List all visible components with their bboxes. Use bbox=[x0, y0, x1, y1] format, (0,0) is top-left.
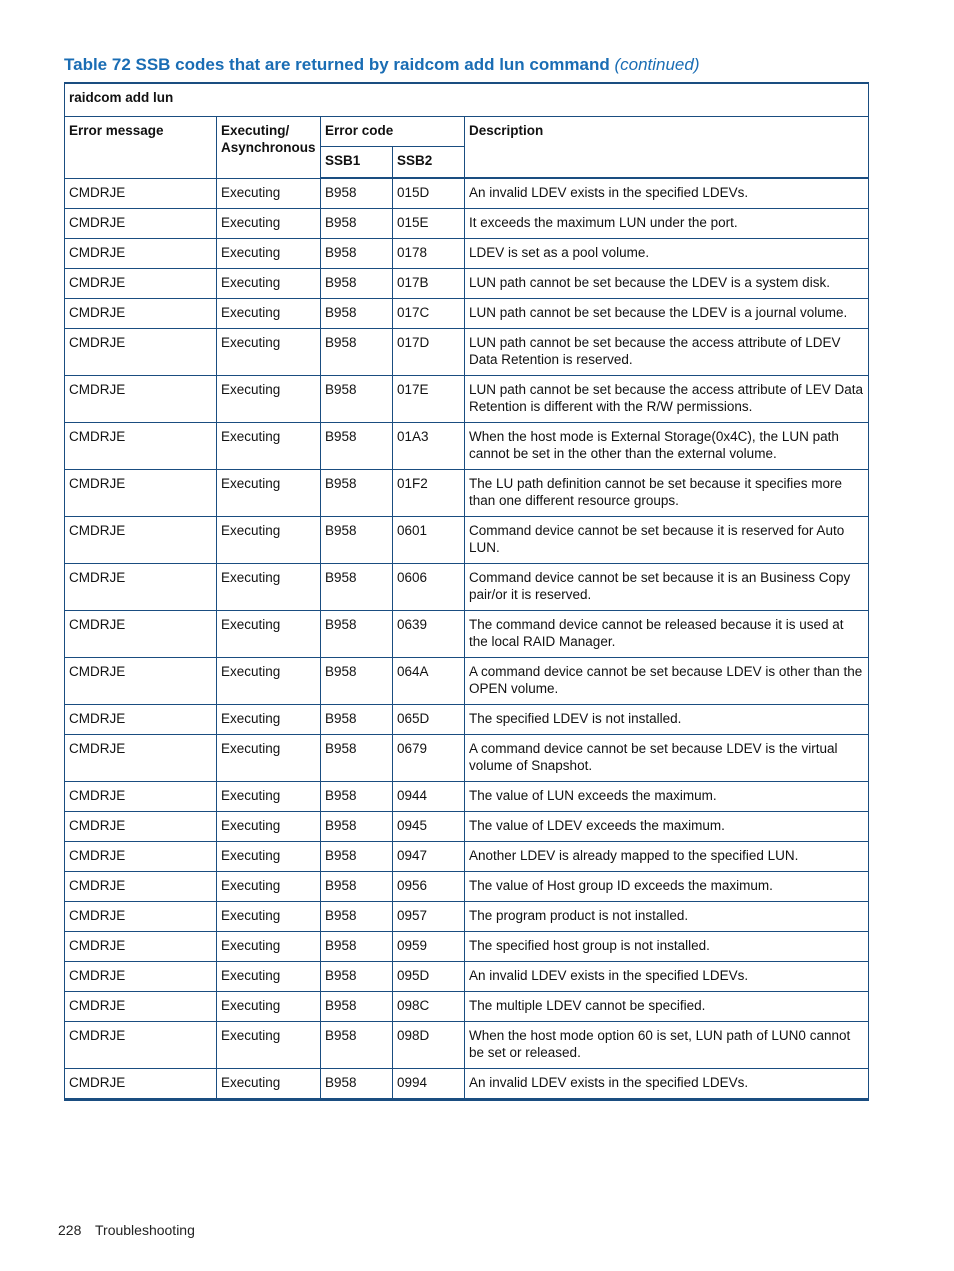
cell-ssb2: 015E bbox=[393, 209, 465, 239]
header-ssb1: SSB1 bbox=[321, 147, 393, 179]
cell-ssb2: 017B bbox=[393, 269, 465, 299]
table-row bbox=[65, 299, 869, 329]
cell-ssb1: B958 bbox=[321, 812, 393, 842]
table-row bbox=[65, 423, 869, 470]
cell-ssb2: 017E bbox=[393, 376, 465, 423]
cell-executing: Executing bbox=[217, 517, 321, 564]
cell-executing: Executing bbox=[217, 611, 321, 658]
table-row bbox=[65, 239, 869, 269]
cell-description: A command device cannot be set because LDEV is other than the OPEN volume. bbox=[465, 658, 869, 705]
cell-ssb2: 098D bbox=[393, 1022, 465, 1069]
table-group-title: raidcom add lun bbox=[65, 83, 869, 117]
cell-executing: Executing bbox=[217, 239, 321, 269]
cell-ssb2: 0947 bbox=[393, 842, 465, 872]
cell-ssb1: B958 bbox=[321, 842, 393, 872]
cell-executing: Executing bbox=[217, 932, 321, 962]
cell-ssb2: 01A3 bbox=[393, 423, 465, 470]
cell-description: The program product is not installed. bbox=[465, 902, 869, 932]
table-row bbox=[65, 1022, 869, 1069]
cell-executing: Executing bbox=[217, 209, 321, 239]
cell-description: An invalid LDEV exists in the specified LDEVs. bbox=[465, 1069, 869, 1100]
cell-ssb1: B958 bbox=[321, 1069, 393, 1100]
cell-executing: Executing bbox=[217, 782, 321, 812]
table-row bbox=[65, 209, 869, 239]
cell-description: The specified LDEV is not installed. bbox=[465, 705, 869, 735]
cell-description: LUN path cannot be set because the LDEV is a journal volume. bbox=[465, 299, 869, 329]
cell-description: LUN path cannot be set because the LDEV is a system disk. bbox=[465, 269, 869, 299]
cell-ssb2: 065D bbox=[393, 705, 465, 735]
cell-ssb1: B958 bbox=[321, 782, 393, 812]
cell-ssb2: 0639 bbox=[393, 611, 465, 658]
cell-ssb2: 017D bbox=[393, 329, 465, 376]
cell-ssb1: B958 bbox=[321, 376, 393, 423]
cell-error-message: CMDRJE bbox=[65, 470, 217, 517]
ssb-codes-table bbox=[64, 82, 869, 1101]
cell-description: An invalid LDEV exists in the specified LDEVs. bbox=[465, 178, 869, 209]
table-row bbox=[65, 329, 869, 376]
cell-ssb1: B958 bbox=[321, 299, 393, 329]
cell-error-message: CMDRJE bbox=[65, 842, 217, 872]
cell-executing: Executing bbox=[217, 1022, 321, 1069]
cell-executing: Executing bbox=[217, 329, 321, 376]
cell-executing: Executing bbox=[217, 902, 321, 932]
cell-executing: Executing bbox=[217, 299, 321, 329]
cell-ssb1: B958 bbox=[321, 962, 393, 992]
cell-ssb2: 0957 bbox=[393, 902, 465, 932]
cell-ssb2: 0606 bbox=[393, 564, 465, 611]
cell-error-message: CMDRJE bbox=[65, 812, 217, 842]
cell-error-message: CMDRJE bbox=[65, 611, 217, 658]
cell-ssb2: 0601 bbox=[393, 517, 465, 564]
cell-description: A command device cannot be set because LDEV is the virtual volume of Snapshot. bbox=[465, 735, 869, 782]
cell-ssb2: 0959 bbox=[393, 932, 465, 962]
footer-section-title: Troubleshooting bbox=[95, 1222, 195, 1238]
table-row bbox=[65, 658, 869, 705]
cell-ssb1: B958 bbox=[321, 423, 393, 470]
cell-description: LUN path cannot be set because the access attribute of LEV Data Retention is different with the R/W permissions. bbox=[465, 376, 869, 423]
cell-executing: Executing bbox=[217, 962, 321, 992]
cell-description: The specified host group is not installed. bbox=[465, 932, 869, 962]
cell-ssb2: 064A bbox=[393, 658, 465, 705]
cell-error-message: CMDRJE bbox=[65, 932, 217, 962]
cell-ssb1: B958 bbox=[321, 658, 393, 705]
cell-description: An invalid LDEV exists in the specified LDEVs. bbox=[465, 962, 869, 992]
cell-description: The LU path definition cannot be set because it specifies more than one different resource groups. bbox=[465, 470, 869, 517]
cell-error-message: CMDRJE bbox=[65, 209, 217, 239]
cell-ssb1: B958 bbox=[321, 178, 393, 209]
table-row bbox=[65, 782, 869, 812]
cell-executing: Executing bbox=[217, 872, 321, 902]
cell-description: When the host mode option 60 is set, LUN path of LUN0 cannot be set or released. bbox=[465, 1022, 869, 1069]
cell-ssb1: B958 bbox=[321, 735, 393, 782]
cell-ssb2: 0956 bbox=[393, 872, 465, 902]
table-row bbox=[65, 564, 869, 611]
table-row bbox=[65, 842, 869, 872]
cell-ssb1: B958 bbox=[321, 902, 393, 932]
cell-description: When the host mode is External Storage(0x4C), the LUN path cannot be set in the other than the external volume. bbox=[465, 423, 869, 470]
cell-ssb2: 0994 bbox=[393, 1069, 465, 1100]
table-row bbox=[65, 992, 869, 1022]
cell-ssb2: 0178 bbox=[393, 239, 465, 269]
cell-error-message: CMDRJE bbox=[65, 1069, 217, 1100]
cell-executing: Executing bbox=[217, 812, 321, 842]
cell-description: Command device cannot be set because it is reserved for Auto LUN. bbox=[465, 517, 869, 564]
cell-ssb1: B958 bbox=[321, 705, 393, 735]
cell-description: LUN path cannot be set because the access attribute of LDEV Data Retention is reserved. bbox=[465, 329, 869, 376]
cell-error-message: CMDRJE bbox=[65, 1022, 217, 1069]
cell-error-message: CMDRJE bbox=[65, 902, 217, 932]
table-row bbox=[65, 178, 869, 209]
cell-error-message: CMDRJE bbox=[65, 658, 217, 705]
cell-description: Another LDEV is already mapped to the specified LUN. bbox=[465, 842, 869, 872]
cell-ssb1: B958 bbox=[321, 932, 393, 962]
table-row bbox=[65, 812, 869, 842]
cell-error-message: CMDRJE bbox=[65, 178, 217, 209]
cell-error-message: CMDRJE bbox=[65, 517, 217, 564]
cell-ssb1: B958 bbox=[321, 611, 393, 658]
cell-error-message: CMDRJE bbox=[65, 564, 217, 611]
cell-description: LDEV is set as a pool volume. bbox=[465, 239, 869, 269]
cell-executing: Executing bbox=[217, 992, 321, 1022]
table-caption-title: Table 72 SSB codes that are returned by raidcom add lun command bbox=[64, 55, 610, 74]
cell-error-message: CMDRJE bbox=[65, 962, 217, 992]
cell-ssb2: 0945 bbox=[393, 812, 465, 842]
header-description: Description bbox=[465, 117, 869, 179]
table-row bbox=[65, 705, 869, 735]
cell-ssb1: B958 bbox=[321, 517, 393, 564]
cell-ssb2: 0944 bbox=[393, 782, 465, 812]
header-error-code: Error code bbox=[321, 117, 465, 147]
cell-executing: Executing bbox=[217, 376, 321, 423]
cell-ssb2: 0679 bbox=[393, 735, 465, 782]
cell-executing: Executing bbox=[217, 842, 321, 872]
header-error-message: Error message bbox=[65, 117, 217, 179]
table-row bbox=[65, 735, 869, 782]
table-row bbox=[65, 470, 869, 517]
cell-error-message: CMDRJE bbox=[65, 299, 217, 329]
cell-error-message: CMDRJE bbox=[65, 376, 217, 423]
cell-executing: Executing bbox=[217, 1069, 321, 1100]
cell-executing: Executing bbox=[217, 470, 321, 517]
cell-error-message: CMDRJE bbox=[65, 269, 217, 299]
cell-ssb2: 017C bbox=[393, 299, 465, 329]
table-row bbox=[65, 517, 869, 564]
cell-ssb1: B958 bbox=[321, 470, 393, 517]
cell-ssb1: B958 bbox=[321, 239, 393, 269]
table-row bbox=[65, 269, 869, 299]
cell-description: The command device cannot be released because it is used at the local RAID Manager. bbox=[465, 611, 869, 658]
cell-error-message: CMDRJE bbox=[65, 782, 217, 812]
table-row bbox=[65, 932, 869, 962]
page-number: 228 bbox=[58, 1222, 82, 1238]
cell-executing: Executing bbox=[217, 423, 321, 470]
table-row bbox=[65, 962, 869, 992]
cell-error-message: CMDRJE bbox=[65, 329, 217, 376]
cell-ssb1: B958 bbox=[321, 564, 393, 611]
cell-error-message: CMDRJE bbox=[65, 735, 217, 782]
table-row bbox=[65, 872, 869, 902]
cell-ssb1: B958 bbox=[321, 1022, 393, 1069]
cell-description: The value of LDEV exceeds the maximum. bbox=[465, 812, 869, 842]
cell-description: The value of Host group ID exceeds the maximum. bbox=[465, 872, 869, 902]
cell-description: The multiple LDEV cannot be specified. bbox=[465, 992, 869, 1022]
cell-ssb1: B958 bbox=[321, 269, 393, 299]
cell-error-message: CMDRJE bbox=[65, 239, 217, 269]
cell-ssb2: 015D bbox=[393, 178, 465, 209]
cell-description: The value of LUN exceeds the maximum. bbox=[465, 782, 869, 812]
table-caption bbox=[64, 55, 700, 75]
cell-executing: Executing bbox=[217, 269, 321, 299]
page-footer bbox=[58, 1222, 195, 1238]
table-caption-continued: (continued) bbox=[614, 55, 700, 74]
cell-executing: Executing bbox=[217, 705, 321, 735]
cell-executing: Executing bbox=[217, 658, 321, 705]
table-row bbox=[65, 611, 869, 658]
cell-error-message: CMDRJE bbox=[65, 872, 217, 902]
cell-error-message: CMDRJE bbox=[65, 705, 217, 735]
cell-ssb2: 095D bbox=[393, 962, 465, 992]
header-ssb2: SSB2 bbox=[393, 147, 465, 179]
cell-ssb1: B958 bbox=[321, 209, 393, 239]
cell-ssb1: B958 bbox=[321, 329, 393, 376]
cell-ssb2: 01F2 bbox=[393, 470, 465, 517]
table-row bbox=[65, 376, 869, 423]
cell-ssb1: B958 bbox=[321, 992, 393, 1022]
header-executing: Executing/ Asynchronous bbox=[217, 117, 321, 179]
cell-description: It exceeds the maximum LUN under the port. bbox=[465, 209, 869, 239]
table-body bbox=[65, 178, 869, 1100]
cell-error-message: CMDRJE bbox=[65, 423, 217, 470]
cell-ssb1: B958 bbox=[321, 872, 393, 902]
table-row bbox=[65, 1069, 869, 1100]
cell-executing: Executing bbox=[217, 735, 321, 782]
cell-executing: Executing bbox=[217, 564, 321, 611]
cell-ssb2: 098C bbox=[393, 992, 465, 1022]
cell-error-message: CMDRJE bbox=[65, 992, 217, 1022]
cell-executing: Executing bbox=[217, 178, 321, 209]
cell-description: Command device cannot be set because it is an Business Copy pair/or it is reserved. bbox=[465, 564, 869, 611]
table-row bbox=[65, 902, 869, 932]
